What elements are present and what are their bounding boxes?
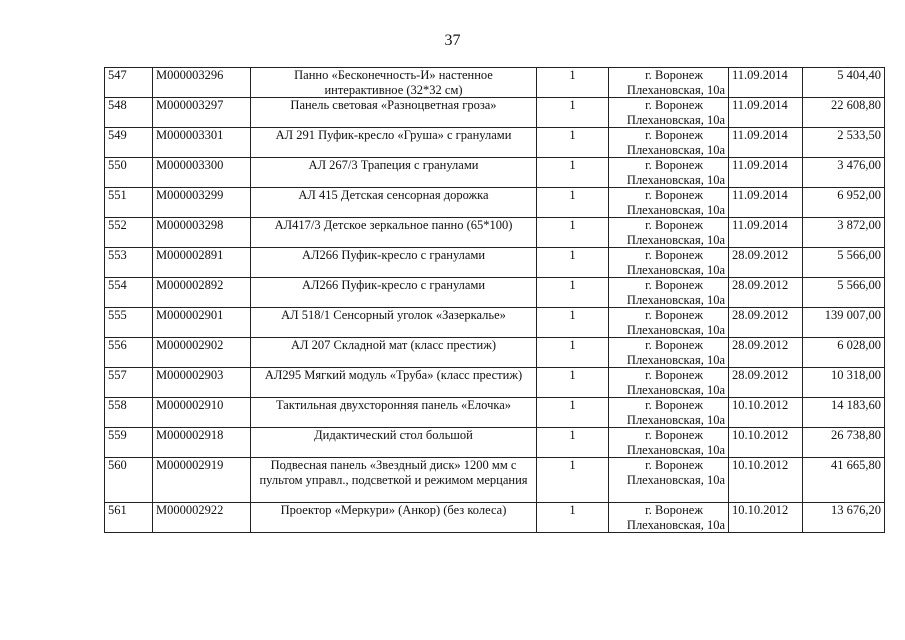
- item-quantity: 1: [537, 278, 609, 308]
- item-date: 11.09.2014: [729, 218, 803, 248]
- item-location: [609, 458, 729, 503]
- location-city: г. Воронеж: [645, 308, 703, 322]
- location-city: г. Воронеж: [645, 278, 703, 292]
- item-value: 14 183,60: [803, 398, 885, 428]
- item-name: АЛ 267/3 Трапеция с гранулами: [251, 158, 537, 188]
- item-location: [609, 98, 729, 128]
- item-date: 11.09.2014: [729, 98, 803, 128]
- item-name: АЛ 207 Складной мат (класс престиж): [251, 338, 537, 368]
- item-quantity: 1: [537, 128, 609, 158]
- location-city: г. Воронеж: [645, 458, 703, 472]
- inventory-code: М000003296: [153, 68, 251, 98]
- item-quantity: 1: [537, 503, 609, 533]
- table-row: [105, 278, 885, 308]
- item-name: Дидактический стол большой: [251, 428, 537, 458]
- location-city: г. Воронеж: [645, 158, 703, 172]
- location-address: Плехановская, 10а: [626, 142, 725, 157]
- row-number: 554: [105, 278, 153, 308]
- item-date: 11.09.2014: [729, 68, 803, 98]
- row-number: 547: [105, 68, 153, 98]
- item-date: 10.10.2012: [729, 503, 803, 533]
- location-city: г. Воронеж: [645, 128, 703, 142]
- item-value: 41 665,80: [803, 458, 885, 503]
- item-value: 6 028,00: [803, 338, 885, 368]
- row-number: 559: [105, 428, 153, 458]
- inventory-code: М000003299: [153, 188, 251, 218]
- item-name: АЛ266 Пуфик-кресло с гранулами: [251, 248, 537, 278]
- table-row: [105, 98, 885, 128]
- table-row: [105, 398, 885, 428]
- row-number: 548: [105, 98, 153, 128]
- location-city: г. Воронеж: [645, 98, 703, 112]
- location-address: Плехановская, 10а: [626, 112, 725, 127]
- location-address: Плехановская, 10а: [626, 322, 725, 337]
- item-date: 10.10.2012: [729, 428, 803, 458]
- inventory-code: М000002910: [153, 398, 251, 428]
- item-date: 11.09.2014: [729, 188, 803, 218]
- item-location: [609, 368, 729, 398]
- location-city: г. Воронеж: [645, 218, 703, 232]
- item-value: 5 566,00: [803, 278, 885, 308]
- item-location: [609, 503, 729, 533]
- table-row: [105, 158, 885, 188]
- location-city: г. Воронеж: [645, 68, 703, 82]
- item-date: 11.09.2014: [729, 158, 803, 188]
- item-quantity: 1: [537, 338, 609, 368]
- item-name: АЛ266 Пуфик-кресло с гранулами: [251, 278, 537, 308]
- item-location: [609, 398, 729, 428]
- table-row: [105, 368, 885, 398]
- item-location: [609, 218, 729, 248]
- inventory-code: М000002903: [153, 368, 251, 398]
- inventory-code: М000003297: [153, 98, 251, 128]
- item-quantity: 1: [537, 308, 609, 338]
- row-number: 551: [105, 188, 153, 218]
- inventory-table-body: [105, 68, 885, 533]
- row-number: 557: [105, 368, 153, 398]
- item-quantity: 1: [537, 368, 609, 398]
- item-value: 5 566,00: [803, 248, 885, 278]
- item-value: 139 007,00: [803, 308, 885, 338]
- location-city: г. Воронеж: [645, 503, 703, 517]
- item-value: 5 404,40: [803, 68, 885, 98]
- item-value: 26 738,80: [803, 428, 885, 458]
- item-location: [609, 158, 729, 188]
- item-value: 22 608,80: [803, 98, 885, 128]
- item-name: Подвесная панель «Звездный диск» 1200 мм с пультом управл., подсветкой и режимом мерцания: [251, 458, 537, 503]
- item-value: 3 872,00: [803, 218, 885, 248]
- item-date: 11.09.2014: [729, 128, 803, 158]
- row-number: 550: [105, 158, 153, 188]
- item-date: 28.09.2012: [729, 308, 803, 338]
- item-date: 28.09.2012: [729, 278, 803, 308]
- location-city: г. Воронеж: [645, 248, 703, 262]
- table-row: [105, 248, 885, 278]
- item-value: 13 676,20: [803, 503, 885, 533]
- item-quantity: 1: [537, 428, 609, 458]
- location-city: г. Воронеж: [645, 398, 703, 412]
- table-row: [105, 308, 885, 338]
- item-location: [609, 428, 729, 458]
- location-address: Плехановская, 10а: [626, 412, 725, 427]
- table-row: [105, 218, 885, 248]
- item-quantity: 1: [537, 248, 609, 278]
- item-quantity: 1: [537, 98, 609, 128]
- row-number: 561: [105, 503, 153, 533]
- inventory-code: М000002919: [153, 458, 251, 503]
- location-address: Плехановская, 10а: [626, 82, 725, 97]
- inventory-table: [104, 67, 885, 533]
- location-address: Плехановская, 10а: [626, 472, 725, 487]
- location-address: Плехановская, 10а: [626, 172, 725, 187]
- item-name: АЛ 291 Пуфик-кресло «Груша» с гранулами: [251, 128, 537, 158]
- location-address: Плехановская, 10а: [626, 382, 725, 397]
- item-name: АЛ295 Мягкий модуль «Труба» (класс престиж): [251, 368, 537, 398]
- item-location: [609, 248, 729, 278]
- inventory-code: М000002891: [153, 248, 251, 278]
- row-number: 549: [105, 128, 153, 158]
- item-quantity: 1: [537, 218, 609, 248]
- location-city: г. Воронеж: [645, 338, 703, 352]
- item-quantity: 1: [537, 458, 609, 503]
- row-number: 552: [105, 218, 153, 248]
- item-value: 3 476,00: [803, 158, 885, 188]
- item-name: Панель световая «Разноцветная гроза»: [251, 98, 537, 128]
- location-address: Плехановская, 10а: [626, 517, 725, 532]
- table-row: [105, 68, 885, 98]
- row-number: 556: [105, 338, 153, 368]
- item-value: 2 533,50: [803, 128, 885, 158]
- item-value: 10 318,00: [803, 368, 885, 398]
- item-location: [609, 68, 729, 98]
- item-value: 6 952,00: [803, 188, 885, 218]
- table-row: [105, 338, 885, 368]
- item-date: 28.09.2012: [729, 368, 803, 398]
- inventory-code: М000002922: [153, 503, 251, 533]
- location-city: г. Воронеж: [645, 428, 703, 442]
- inventory-code: М000002892: [153, 278, 251, 308]
- item-location: [609, 128, 729, 158]
- item-name: Проектор «Меркури» (Анкор) (без колеса): [251, 503, 537, 533]
- location-address: Плехановская, 10а: [626, 442, 725, 457]
- location-city: г. Воронеж: [645, 368, 703, 382]
- item-quantity: 1: [537, 188, 609, 218]
- item-location: [609, 188, 729, 218]
- item-name: Панно «Бесконечность-И» настенное интерактивное (32*32 см): [251, 68, 537, 98]
- location-address: Плехановская, 10а: [626, 352, 725, 367]
- item-date: 28.09.2012: [729, 338, 803, 368]
- item-quantity: 1: [537, 68, 609, 98]
- page-number: 37: [444, 32, 461, 49]
- row-number: 560: [105, 458, 153, 503]
- item-quantity: 1: [537, 158, 609, 188]
- item-date: 10.10.2012: [729, 398, 803, 428]
- location-city: г. Воронеж: [645, 188, 703, 202]
- item-name: АЛ 415 Детская сенсорная дорожка: [251, 188, 537, 218]
- item-date: 10.10.2012: [729, 458, 803, 503]
- row-number: 553: [105, 248, 153, 278]
- location-address: Плехановская, 10а: [626, 292, 725, 307]
- table-row: [105, 188, 885, 218]
- row-number: 555: [105, 308, 153, 338]
- inventory-code: М000003301: [153, 128, 251, 158]
- table-row: [105, 458, 885, 503]
- row-number: 558: [105, 398, 153, 428]
- item-quantity: 1: [537, 398, 609, 428]
- item-location: [609, 278, 729, 308]
- table-row: [105, 428, 885, 458]
- location-address: Плехановская, 10а: [626, 232, 725, 247]
- inventory-code: М000002901: [153, 308, 251, 338]
- item-date: 28.09.2012: [729, 248, 803, 278]
- inventory-code: М000002902: [153, 338, 251, 368]
- item-name: АЛ417/3 Детское зеркальное панно (65*100): [251, 218, 537, 248]
- inventory-code: М000003298: [153, 218, 251, 248]
- item-location: [609, 308, 729, 338]
- location-address: Плехановская, 10а: [626, 262, 725, 277]
- table-row: [105, 503, 885, 533]
- item-location: [609, 338, 729, 368]
- table-row: [105, 128, 885, 158]
- item-name: АЛ 518/1 Сенсорный уголок «Зазеркалье»: [251, 308, 537, 338]
- location-address: Плехановская, 10а: [626, 202, 725, 217]
- item-name: Тактильная двухсторонняя панель «Елочка»: [251, 398, 537, 428]
- inventory-code: М000002918: [153, 428, 251, 458]
- inventory-code: М000003300: [153, 158, 251, 188]
